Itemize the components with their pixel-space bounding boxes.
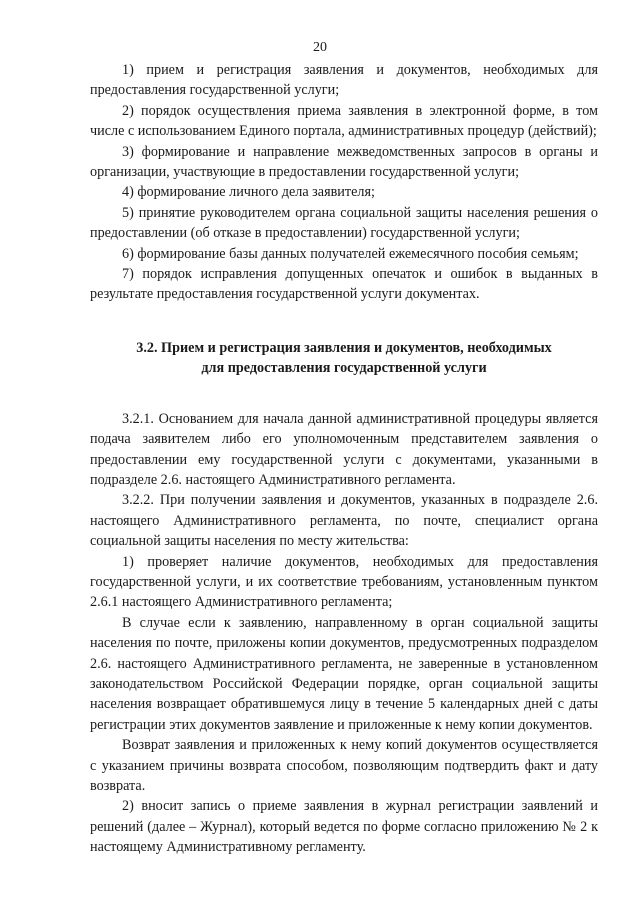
list-item: 1) прием и регистрация заявления и документов, необходимых для предоставления государственной услуги; — [90, 62, 598, 99]
list-item: 3) формирование и направление межведомственных запросов в органы и организации, участвующие в предоставлении государственной услуги; — [90, 143, 598, 181]
list-item: 7) порядок исправления допущенных опечаток и ошибок в выданных в результате предоставления государственной услуги документах. — [90, 266, 598, 303]
paragraph: В случае если к заявлению, направленному в орган социальной защиты населения по почте, приложены копии документов, предусмотренных подразделом 2.6. настоящего Административного регламента, не заверенные в установленном законодательством Российской Федерации порядке, орган социальной защиты населения возвращает обратившемуся лицу в течение 5 календарных дней с даты регистрации этих документов заявление и приложенные к нему копии документов. — [90, 614, 598, 733]
document-body — [90, 60, 598, 858]
paragraph: 3.2.2. При получении заявления и документов, указанных в подразделе 2.6. настоящего Административного регламента, по почте, специалист органа социальной защиты населения по месту жительства: — [90, 492, 598, 550]
list-item: 6) формирование базы данных получателей ежемесячного пособия семьям; — [122, 245, 579, 262]
page-number: 20 — [313, 40, 327, 55]
section-heading-line: 3.2. Прием и регистрация заявления и документов, необходимых — [136, 339, 552, 356]
list-item: 5) принятие руководителем органа социальной защиты населения решения о предоставлении (об отказе в предоставлении) государственной услуги; — [90, 204, 598, 242]
list-item: 2) порядок осуществления приема заявления в электронной форме, в том числе с использованием Единого портала, административных процедур (действий); — [90, 102, 598, 140]
list-item: 4) формирование личного дела заявителя; — [122, 184, 375, 201]
paragraph: 2) вносит запись о приеме заявления в журнал регистрации заявлений и решений (далее – Журнал), который ведется по форме согласно приложению № 2 к настоящему Административному регламенту. — [90, 798, 598, 856]
section-heading — [90, 338, 598, 379]
paragraph: 1) проверяет наличие документов, необходимых для предоставления государственной услуги, и их соответствие требованиям, установленным пунктом 2.6.1 настоящего Административного регламента; — [90, 553, 598, 611]
paragraph: 3.2.1. Основанием для начала данной административной процедуры является подача заявителем либо его уполномоченным представителем заявления о предоставлении ему государственной услуги с документами, указанными в подразделе 2.6. настоящего Административного регламента. — [90, 410, 598, 488]
section-heading-line: для предоставления государственной услуги — [201, 360, 487, 377]
paragraph: Возврат заявления и приложенных к нему копий документов осуществляется с указанием причины возврата способом, позволяющим подтвердить факт и дату возврата. — [90, 737, 598, 794]
